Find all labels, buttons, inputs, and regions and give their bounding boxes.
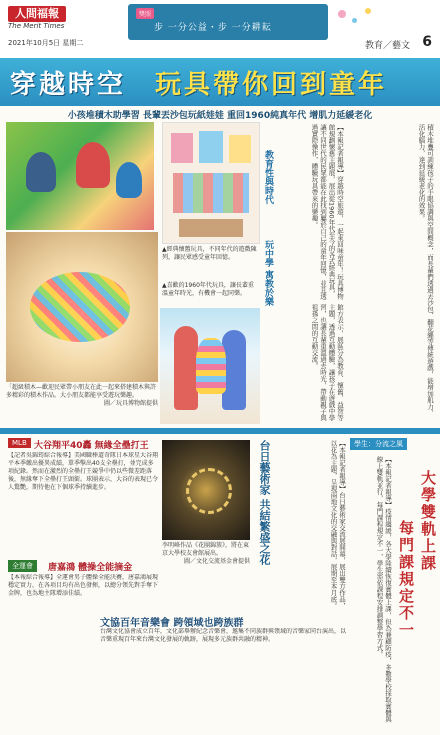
photo-kids-blocks	[6, 122, 154, 230]
article-body-sports: 【本報綜合報導】全運會男子體操全能決賽，唐嘉鴻展現穩定實力，在各項目均有出色發揮，以總分領先對手奪下金牌，也為地主隊增添佳績。	[8, 574, 158, 597]
issue-date: 2021年10月5日 星期二	[8, 39, 84, 47]
banner-slogan: 步 一分公益・步 一分耕耘	[154, 23, 272, 33]
article-tag-sports: 全運會	[8, 560, 37, 572]
headline-banner	[0, 58, 440, 106]
headline-part2: 玩具帶你回到童年	[155, 70, 388, 100]
article-body-music: 台灣文化協會成立百年，文化部舉辦紀念音樂會，邀集不同族群與領域的音樂家同台演出，以音樂重現百年來台灣文化發展的軌跡，展現多元族群共融的精神。	[100, 628, 346, 643]
headline	[10, 64, 387, 101]
banner-tag: 獎照	[136, 8, 154, 19]
article-title-mlb: 大谷翔平40轟 無緣全壘打王	[34, 441, 149, 451]
section-label: 教育／藝文	[364, 41, 410, 51]
photo-flower-artwork	[162, 440, 250, 540]
article-title-uni-1: 大學雙軌上課	[419, 470, 437, 572]
block-pile-icon	[30, 272, 130, 342]
masthead	[0, 0, 440, 58]
article-main-body-2: 館方表示，展區分為教育、懷舊、益智等主題，透過互動體驗，讓孩子在遊戲中學習，也讓長輩重溫過去時光，帶動親子與祖孫之間的互動交流。	[310, 304, 344, 421]
photo-block-table	[6, 232, 158, 382]
toy-icon	[199, 131, 223, 163]
paper-doll-icon	[196, 338, 226, 394]
article-body-mlb: 【記者吳錦筠綜合報導】美國職棒道奇隊日本球星大谷翔平本季繳出優異成績，單季擊出40支全壘打，並完成多項紀錄。然而在激烈的全壘打王競爭中仍以些微差距落後，無緣奪下全壘打王頭銜。球團表示，大谷的表現已令人驚艷，期待他在下個球季持續進步。	[8, 452, 158, 491]
newspaper-logo: 人間福報	[8, 6, 66, 22]
decor-dot-icon	[338, 10, 346, 18]
article-title-uni-2: 每門課規定不一	[397, 520, 415, 639]
child-figure-icon	[76, 142, 110, 188]
photo-caption-art: 李明峰作品《花團錦簇》，將在東京大學校友會館展出。 圖／文化交流基金會提供	[162, 542, 250, 565]
section-divider	[0, 428, 440, 434]
article-body-uni: 【本報記者報導】疫情趨緩，各大學陸續恢復實體上課，但為兼顧防疫，多數學校採取實體與線上雙軌並行，每門課程規定不一，學生需依課程安排調整學習方式。	[375, 456, 392, 723]
article-tag-mlb: MLB	[8, 438, 31, 448]
page-number: 6	[422, 34, 432, 50]
flower-icon	[186, 468, 232, 514]
article-tag-uni: 學生：分流之風	[350, 438, 407, 450]
child-figure-icon	[116, 162, 142, 198]
person-figure-icon	[174, 326, 198, 410]
toy-icon	[171, 133, 193, 163]
section-head-2: 玩中學 寓教於樂	[263, 240, 273, 307]
photo-elders-dolls	[160, 308, 260, 424]
headline-subtitle: 小孩堆積木助學習 長輩丟沙包玩紙娃娃 重回1960純真年代 增肌力延緩老化	[67, 111, 373, 121]
photo-caption-mid2: ▲喜歡的1960年代玩具，讓長輩重溫童年時光，有機會一起同樂。	[162, 282, 254, 297]
headline-part1: 穿越時空	[10, 70, 127, 100]
article-title-music: 文協百年音樂會 跨領域也跨族群	[100, 618, 244, 629]
article-title-art: 台日藝術家 共結繁盛之花	[258, 440, 271, 565]
article-body-art: 【本報記者報導】台日藝術家交流展開幕，展出雙方作品，以花為主題，呈現兩地文化的交融與對話，展期至本月底。	[329, 440, 346, 609]
header-banner	[128, 4, 328, 40]
decor-dot-icon	[365, 8, 371, 14]
toy-icon	[173, 173, 249, 213]
section-head-1: 教育性與時代	[263, 150, 273, 204]
toy-icon	[179, 219, 243, 237]
photo-toy-display	[162, 122, 260, 244]
decor-dot-icon	[352, 18, 357, 23]
photo-credit: 圖／玩具博物館提供	[103, 400, 158, 407]
photo-caption-left: 「超級積木—歡迎民眾帶小朋友在此一起來搭建積木與許多精彩的積木作品。大小朋友都能享受遊玩樂趣。 圖／玩具博物館提供	[6, 384, 158, 407]
article-title-sports: 唐嘉鴻 體操全能摘金	[48, 563, 133, 573]
photo-caption-mid: ▲經典懷舊玩具，不同年代的遊戲陳列，讓民眾感受童年回憶。	[162, 246, 257, 261]
photo-credit: 圖／文化交流基金會提供	[183, 558, 250, 565]
article-main-body-1: 【本報記者報導】穿越時空旅遊，一起來回味童年！玩具博物館規劃懷舊主題展，展出從1960年代至今的各式經典玩具，讓不同世代的民眾都能在此找到屬於自己的童年回憶，並且透過實際操作，體驗玩具帶來的樂趣。	[310, 124, 344, 300]
newspaper-logo-english: The Merit Times	[8, 22, 65, 30]
article-main-body-3: 積木堆疊可訓練孩子的手眼協調與空間概念，而長輩們透過丟沙包、翻花繩等傳統遊戲，能增加肌力、活化腦力，達到延緩老化的效果。	[417, 124, 434, 417]
child-figure-icon	[26, 152, 56, 192]
toy-icon	[229, 135, 251, 163]
